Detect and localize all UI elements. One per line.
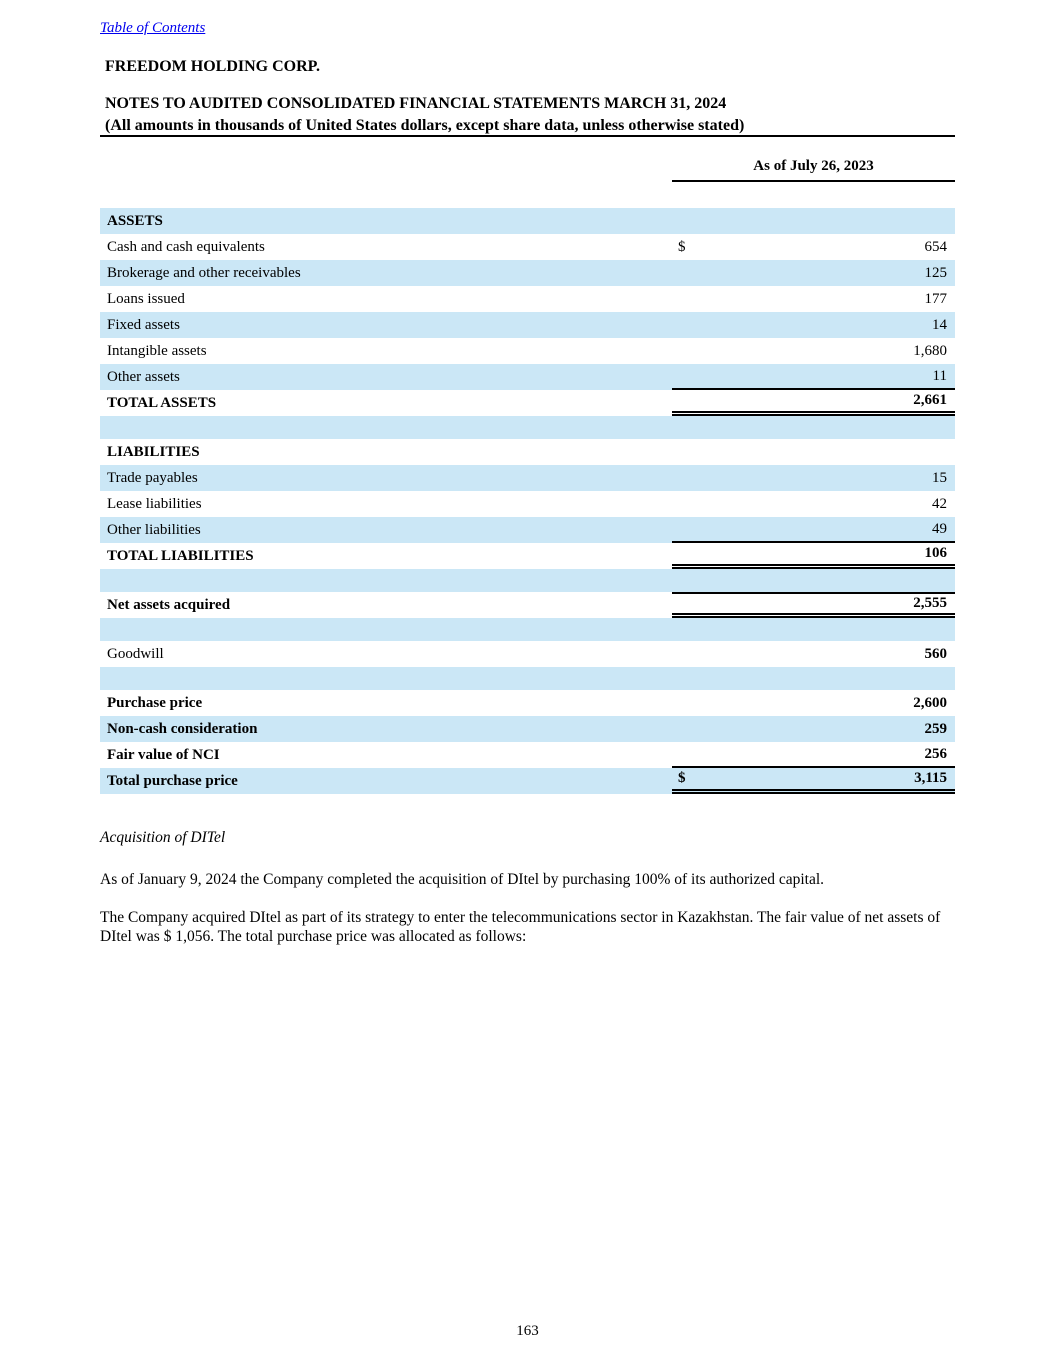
row-label: Other assets — [107, 368, 180, 385]
table-row — [100, 439, 955, 465]
company-name: FREEDOM HOLDING CORP. — [105, 58, 320, 75]
table-of-contents-link[interactable]: Table of Contents — [100, 20, 206, 36]
table-row — [100, 312, 955, 338]
table-row — [100, 364, 955, 390]
row-label: Brokerage and other receivables — [107, 264, 301, 281]
row-value-region — [672, 641, 955, 667]
table-row — [100, 208, 955, 234]
row-label: Fixed assets — [107, 316, 180, 333]
row-value-region — [672, 312, 955, 338]
row-value-region — [672, 260, 955, 286]
row-value: 259 — [924, 720, 947, 737]
table-row — [100, 286, 955, 312]
row-value: 14 — [932, 316, 947, 333]
table-spacer-row — [100, 618, 955, 641]
table-row — [100, 690, 955, 716]
row-label: Other liabilities — [107, 521, 201, 538]
row-value: 2,555 — [913, 595, 947, 611]
row-value: 42 — [932, 495, 947, 512]
row-value: 560 — [924, 645, 947, 662]
row-value-region — [672, 364, 955, 390]
row-value: 125 — [924, 264, 947, 281]
table-row — [100, 716, 955, 742]
table-spacer-row — [100, 667, 955, 690]
row-value-region — [672, 491, 955, 517]
row-label: Non-cash consideration — [107, 720, 258, 737]
row-label: Cash and cash equivalents — [107, 238, 265, 255]
table-row — [100, 543, 955, 569]
row-label: Net assets acquired — [107, 596, 231, 613]
row-label: Loans issued — [107, 290, 185, 307]
row-value-region — [672, 208, 955, 234]
financial-table — [100, 208, 955, 794]
row-value: 177 — [924, 290, 947, 307]
row-value: 256 — [924, 745, 947, 762]
row-value-region — [672, 390, 955, 416]
row-value: 15 — [932, 469, 947, 486]
table-row — [100, 641, 955, 667]
row-value-region — [672, 439, 955, 465]
currency-symbol: $ — [678, 238, 686, 255]
table-row — [100, 768, 955, 794]
row-value: 49 — [932, 520, 947, 537]
table-row — [100, 517, 955, 543]
table-row — [100, 742, 955, 768]
document-subtitle: (All amounts in thousands of United States dollars, except share data, unless otherwise stated) — [105, 117, 745, 134]
table-row — [100, 338, 955, 364]
table-row — [100, 491, 955, 517]
row-value-region — [672, 742, 955, 768]
page-number: 163 — [516, 1323, 539, 1339]
header-rule — [100, 135, 955, 137]
table-row — [100, 592, 955, 618]
row-label: TOTAL ASSETS — [107, 394, 217, 411]
row-label: Lease liabilities — [107, 495, 202, 512]
paragraph-strategy: The Company acquired DItel as part of its strategy to enter the telecommunications sector in Kazakhstan. The fair value of net assets of DItel was $ 1,056. The total purchase price was allocated as follows: — [100, 909, 941, 945]
row-value: 654 — [924, 238, 947, 255]
row-label: Fair value of NCI — [107, 746, 220, 763]
row-label: Trade payables — [107, 469, 198, 486]
column-header: As of July 26, 2023 — [672, 158, 955, 182]
row-label: Intangible assets — [107, 342, 207, 359]
section-heading: Acquisition of DITel — [100, 829, 226, 846]
row-value: 2,600 — [913, 694, 947, 711]
row-value-region — [672, 768, 955, 794]
table-row — [100, 390, 955, 416]
row-value: 11 — [932, 367, 947, 384]
row-value-region — [672, 543, 955, 569]
table-spacer-row — [100, 416, 955, 439]
row-value-region — [672, 716, 955, 742]
paragraph-acquisition: As of January 9, 2024 the Company completed the acquisition of DItel by purchasing 100% of its authorized capital. — [100, 871, 825, 888]
row-label: TOTAL LIABILITIES — [107, 547, 254, 564]
row-label: Goodwill — [107, 645, 164, 662]
row-value-region — [672, 465, 955, 491]
row-value-region — [672, 286, 955, 312]
row-value-region — [672, 234, 955, 260]
row-value: 3,115 — [914, 770, 947, 786]
row-value-region — [672, 690, 955, 716]
row-value: 2,661 — [913, 392, 947, 408]
row-value-region — [672, 338, 955, 364]
row-value-region — [672, 592, 955, 618]
document-title: NOTES TO AUDITED CONSOLIDATED FINANCIAL STATEMENTS MARCH 31, 2024 — [105, 95, 727, 112]
row-value-region — [672, 517, 955, 543]
row-label: Purchase price — [107, 694, 203, 711]
table-row — [100, 260, 955, 286]
row-label: LIABILITIES — [107, 443, 200, 460]
row-value: 1,680 — [913, 342, 947, 359]
row-label: Total purchase price — [107, 772, 238, 789]
table-spacer-row — [100, 569, 955, 592]
row-value: 106 — [924, 545, 947, 561]
table-row — [100, 234, 955, 260]
row-label: ASSETS — [107, 212, 163, 229]
currency-symbol: $ — [678, 770, 686, 786]
table-row — [100, 465, 955, 491]
